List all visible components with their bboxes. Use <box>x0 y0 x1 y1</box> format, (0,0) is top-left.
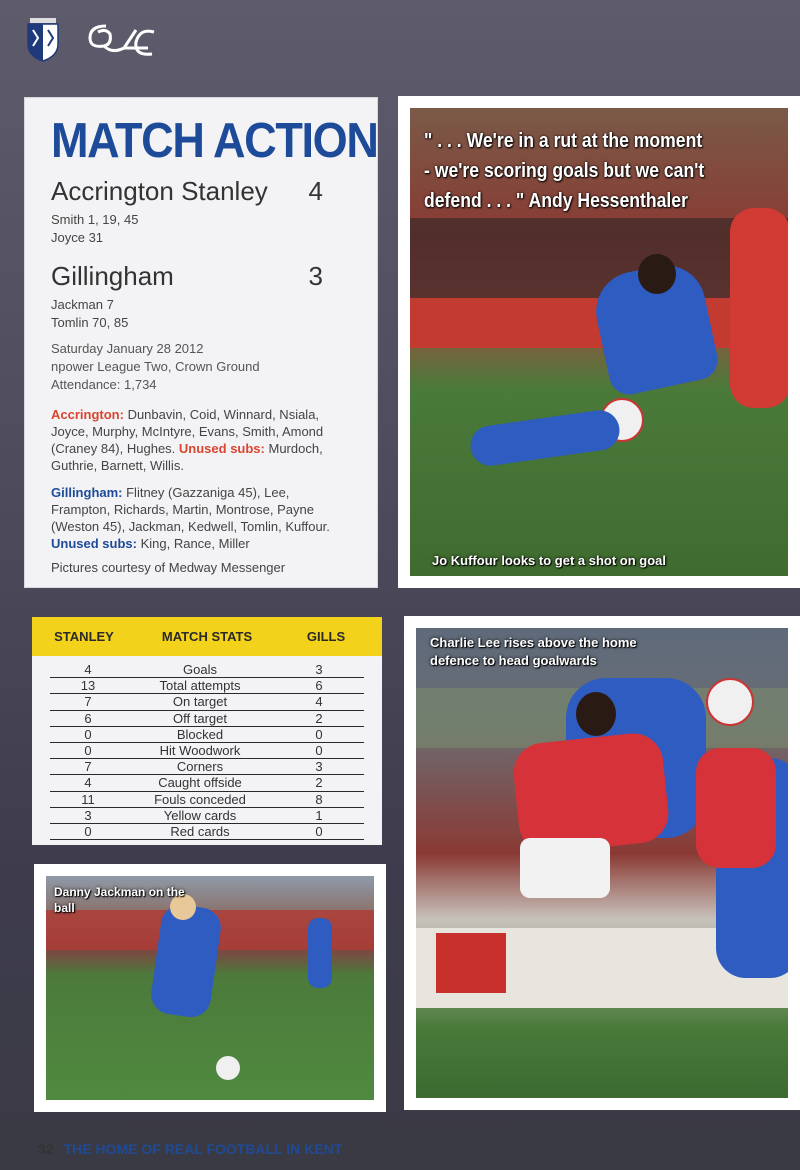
away-team-score: 3 <box>308 261 323 291</box>
stats-home-value: 0 <box>84 742 92 758</box>
home-team-name: Accrington Stanley <box>51 176 268 206</box>
page-footer <box>38 1141 342 1157</box>
stats-row <box>50 711 364 727</box>
stats-row <box>50 792 364 808</box>
stats-label: Fouls conceded <box>154 791 246 807</box>
gillingham-subs-label: Unused subs: <box>51 536 137 551</box>
football <box>216 1056 240 1080</box>
stats-label: Total attempts <box>159 678 241 694</box>
stats-col-away: GILLS <box>306 629 346 644</box>
photo-kuffour <box>410 108 788 576</box>
home-team-score: 4 <box>308 176 323 206</box>
stats-header <box>32 617 382 656</box>
stats-away-value: 3 <box>315 759 323 775</box>
scorer-line: Jackman 7 <box>51 297 114 312</box>
stats-away-value: 1 <box>315 807 323 823</box>
photo-lee <box>416 628 788 1098</box>
player-head <box>576 692 616 736</box>
stats-row <box>50 808 364 824</box>
stats-label: Corners <box>176 759 224 775</box>
home-scorers <box>51 211 351 247</box>
stats-row <box>50 727 364 743</box>
page-title: MATCH ACTION <box>51 114 378 168</box>
football <box>706 678 754 726</box>
stats-label: Caught offside <box>158 775 242 791</box>
stats-home-value: 4 <box>84 775 92 791</box>
player-red <box>511 730 672 855</box>
stats-home-value: 3 <box>84 807 92 823</box>
home-team-row <box>51 176 323 207</box>
gillingham-crest-icon <box>26 18 60 62</box>
stats-row <box>50 662 364 678</box>
scorer-line: Smith 1, 19, 45 <box>51 212 139 227</box>
photo-caption: Charlie Lee rises above the home defence to head goalwards <box>430 635 637 668</box>
stats-away-value: 0 <box>315 742 323 758</box>
match-attendance: Attendance: 1,734 <box>51 377 157 392</box>
board-logo <box>436 933 506 993</box>
stats-row <box>50 694 364 710</box>
stats-home-value: 6 <box>84 710 92 726</box>
photo-lee-frame <box>404 616 800 1110</box>
away-team-name: Gillingham <box>51 261 174 291</box>
photo-credit: Pictures courtesy of Medway Messenger <box>51 560 286 575</box>
accrington-players: Dunbavin, Coid, Winnard, Nsiala, Joyce, Murphy, McIntyre, Evans, Smith, Amond (Craney 84), Hughes. <box>51 407 324 456</box>
stats-label: Blocked <box>176 726 224 742</box>
stats-label: Red cards <box>170 823 230 839</box>
stats-col-home: STANLEY <box>54 629 114 644</box>
match-competition: npower League Two, Crown Ground <box>51 359 260 374</box>
scorer-line: Joyce 31 <box>51 230 104 245</box>
gfc-logo-icon <box>84 20 160 64</box>
footer-tagline: THE HOME OF REAL FOOTBALL IN KENT <box>63 1141 343 1157</box>
match-report-panel <box>24 97 378 588</box>
gillingham-subs: King, Rance, Miller <box>136 536 250 551</box>
stats-row <box>50 678 364 694</box>
stats-home-value: 0 <box>84 726 92 742</box>
player-sliding <box>468 408 622 468</box>
stats-row <box>50 824 364 840</box>
match-date: Saturday January 28 2012 <box>51 341 204 356</box>
photo-caption: Jo Kuffour looks to get a shot on goal <box>432 553 666 568</box>
gillingham-lineup <box>51 484 351 552</box>
player-head <box>638 254 676 294</box>
accrington-label: Accrington: <box>51 407 124 422</box>
stats-away-value: 2 <box>315 775 323 791</box>
accrington-subs-label: Unused subs: <box>178 441 265 456</box>
scorer-line: Tomlin 70, 85 <box>51 315 129 330</box>
accrington-subs: Murdoch, Guthrie, Barnett, Willis. <box>51 441 323 473</box>
stats-away-value: 3 <box>315 662 323 677</box>
stats-label: Yellow cards <box>163 807 237 823</box>
stats-away-value: 8 <box>315 791 323 807</box>
photo-jackman-frame <box>34 864 386 1112</box>
stats-rows <box>32 656 382 840</box>
stats-home-value: 7 <box>84 694 92 710</box>
photo-jackman <box>46 876 374 1100</box>
stats-row <box>50 759 364 775</box>
player-red-right <box>696 748 776 868</box>
stats-label: Goals <box>183 662 217 677</box>
stats-home-value: 7 <box>84 759 92 775</box>
page-number: 32 <box>38 1141 54 1157</box>
accrington-lineup <box>51 406 351 474</box>
stats-away-value: 4 <box>315 694 323 710</box>
photo-caption: Danny Jackman on the ball <box>54 885 185 915</box>
away-scorers <box>51 296 351 332</box>
player-background <box>308 918 332 988</box>
stats-col-title: MATCH STATS <box>161 629 253 644</box>
stats-away-value: 2 <box>315 710 323 726</box>
stats-label: Hit Woodwork <box>159 742 241 758</box>
player-red <box>730 208 788 408</box>
stats-home-value: 11 <box>81 791 95 807</box>
match-stats-table <box>32 617 382 845</box>
stats-away-value: 0 <box>315 823 323 839</box>
away-team-row <box>51 261 323 292</box>
stats-away-value: 6 <box>315 678 323 694</box>
stats-home-value: 4 <box>84 662 92 677</box>
stats-label: On target <box>172 694 228 710</box>
stats-row <box>50 743 364 759</box>
gillingham-players: Flitney (Gazzaniga 45), Lee, Frampton, Richards, Martin, Montrose, Payne (Weston 45), Jackman, Kedwell, Tomlin, Kuffour. <box>51 485 330 534</box>
stats-away-value: 0 <box>315 726 323 742</box>
stats-home-value: 13 <box>80 678 96 694</box>
quote-text: " . . . We're in a rut at the moment - we're scoring goals but we can't defend . . . " Andy Hessenthaler <box>424 130 705 212</box>
stats-label: Off target <box>173 710 227 726</box>
player-shorts <box>520 838 610 898</box>
gillingham-label: Gillingham: <box>51 485 123 500</box>
stats-home-value: 0 <box>84 823 92 839</box>
stats-row <box>50 775 364 791</box>
match-meta <box>51 340 351 394</box>
photo-kuffour-frame <box>398 96 800 588</box>
